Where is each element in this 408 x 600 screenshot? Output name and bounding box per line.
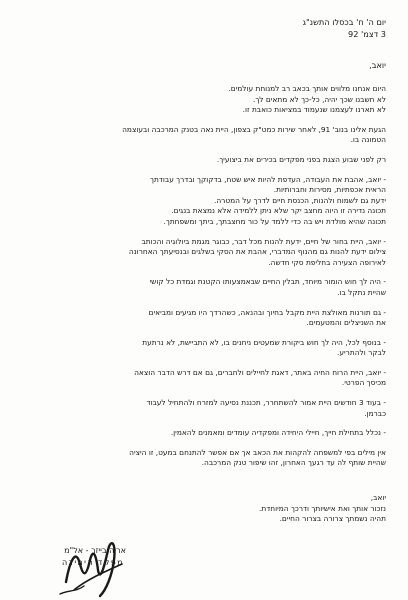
salutation: יואב,: [369, 60, 386, 70]
signer-name: אריה בייזר - אל"מ: [64, 546, 126, 555]
paragraph-line: - נכלל בתחילת חייך, חיילי היחידה ומפקדיה עומדים ומאמנים להאמין.: [170, 428, 386, 438]
paragraph: [16, 84, 386, 116]
date-hebrew: יום ה' ח' בכסלו התשנ"ג: [302, 17, 386, 27]
date-gregorian: 3 דצמ' 92: [348, 29, 386, 39]
paragraph: [16, 308, 386, 329]
paragraph-line: - בעוד 3 חודשים היית אמור להשתחרר, תכננת נסיעה למזרח ולהתחיל לעבוד: [146, 398, 386, 408]
paragraph-line: כברמן.: [364, 408, 386, 418]
paragraph: [16, 428, 386, 439]
paragraph: [16, 338, 386, 359]
paragraph-line: תכונה שהיא מולדת ויש בה כדי ללמד על כור מחצבתך, ביתך ומשפחתך.: [163, 216, 386, 226]
paragraph-line: הטמונה בו.: [350, 135, 386, 145]
paragraph-line: לבקר ולהתריע.: [337, 348, 386, 358]
paragraph: [16, 175, 386, 228]
paragraph-line: - בנוסף לכל, היה לך חוש ביקורת שמעטים ניחנים בו, לא התביישת, לא נרתעת: [142, 337, 386, 347]
paragraph-line: שהיית שותף לה עד רגעך האחרון, זהו שיפור טנק המרכבה.: [201, 458, 386, 468]
paragraph: [16, 155, 386, 166]
handwritten-signature: [46, 520, 136, 600]
paragraph: [16, 277, 386, 298]
paragraph: [16, 398, 386, 419]
paragraph-line: מכיסך הפרטי.: [341, 378, 386, 388]
paragraph-line: צילום ידעת להנות גם מהנוף המדברי, אהבת את הסקי בשלגים ובנסיעתך האחרונה: [128, 247, 386, 257]
paragraph-line: - יואב, היית בחור של חיים, ידעת להנות מכל דבר, כבוגר מגמת ביולוגיה והכותב: [141, 236, 386, 246]
signer-title: מפקד היחידה: [61, 558, 124, 567]
paragraph-line: - היה לך חוש הומור מיוחד, תבלין החיים שבאמצעותו הקטנת וגמדת כל קושי: [149, 277, 386, 287]
paragraph: [16, 237, 386, 269]
paragraph: [16, 368, 386, 389]
paragraph-line: תכונה נדירה זו היוה מחצב יקר שלא ניתן ללמידה אלא נמצאת בנגים.: [171, 206, 386, 216]
paragraph-line: לאירופה הצעירה בחליפת סקי חדשה.: [268, 257, 386, 267]
paragraph: [16, 125, 386, 146]
paragraph-line: הראית אכפתיות, מסירות וחברותיות.: [273, 185, 386, 195]
paragraph-line: את השניצלים והמטעמים.: [306, 318, 386, 328]
paragraph: [16, 448, 386, 469]
paragraph-line: הגעת אלינו בנוב' 91, לאחר שירות כמט"ק בצפון, היית נאה בטנק המרכבה ובעוצמה: [122, 124, 386, 134]
letter-date: [303, 16, 386, 40]
letter-body: [16, 84, 386, 478]
closing-line: יואב,: [370, 493, 386, 502]
paragraph-line: לא חשבנו שכך יהיה, כל-כך לא מתאים לך.: [252, 94, 386, 104]
paragraph-line: - גם תורנות מאולצת היית מקבל בחיוך ובהנאה, כשהרדך היו מגיעים ומביאים: [148, 307, 386, 317]
paragraph-line: היום אנחנו מלווים אותך בכאב רב למנוחת עולמים.: [228, 84, 386, 93]
paragraph-line: אין מילים בפי למשפחה להקהות את הכאב אך אם אפשר להתנחם במעט, זו היציה: [129, 447, 386, 457]
paragraph-line: - יואב, היית הרוח החיה באתר, דאגת לחיילים ולחברים, גם אם דרש הדבר הוצאה: [134, 367, 386, 377]
closing-line: נזכור אותך ואת אישיותך ודרכך המיוחדת.: [259, 503, 386, 513]
paragraph-line: רק לפני שבוע הצגת בפני מפקדים בכירים את ביצועיך.: [216, 154, 386, 164]
paragraph-line: לא תארנו לעצמנו שנעמוד במציאות כואבת זו.: [242, 105, 386, 115]
paragraph-line: שהיית נתקל בו.: [337, 287, 386, 297]
closing-line: תהיה נשמתך צרורה בצרור החיים.: [279, 514, 386, 524]
paragraph-line: ידעת גם לשמוח ולהנות, הכנסת חיים לדרך על המטרה.: [213, 195, 386, 205]
paragraph-line: - יואב, אהבת את העבודה, העדפת להיות איש שטח, בדקוקך ובדרך עבודתך: [150, 174, 386, 184]
